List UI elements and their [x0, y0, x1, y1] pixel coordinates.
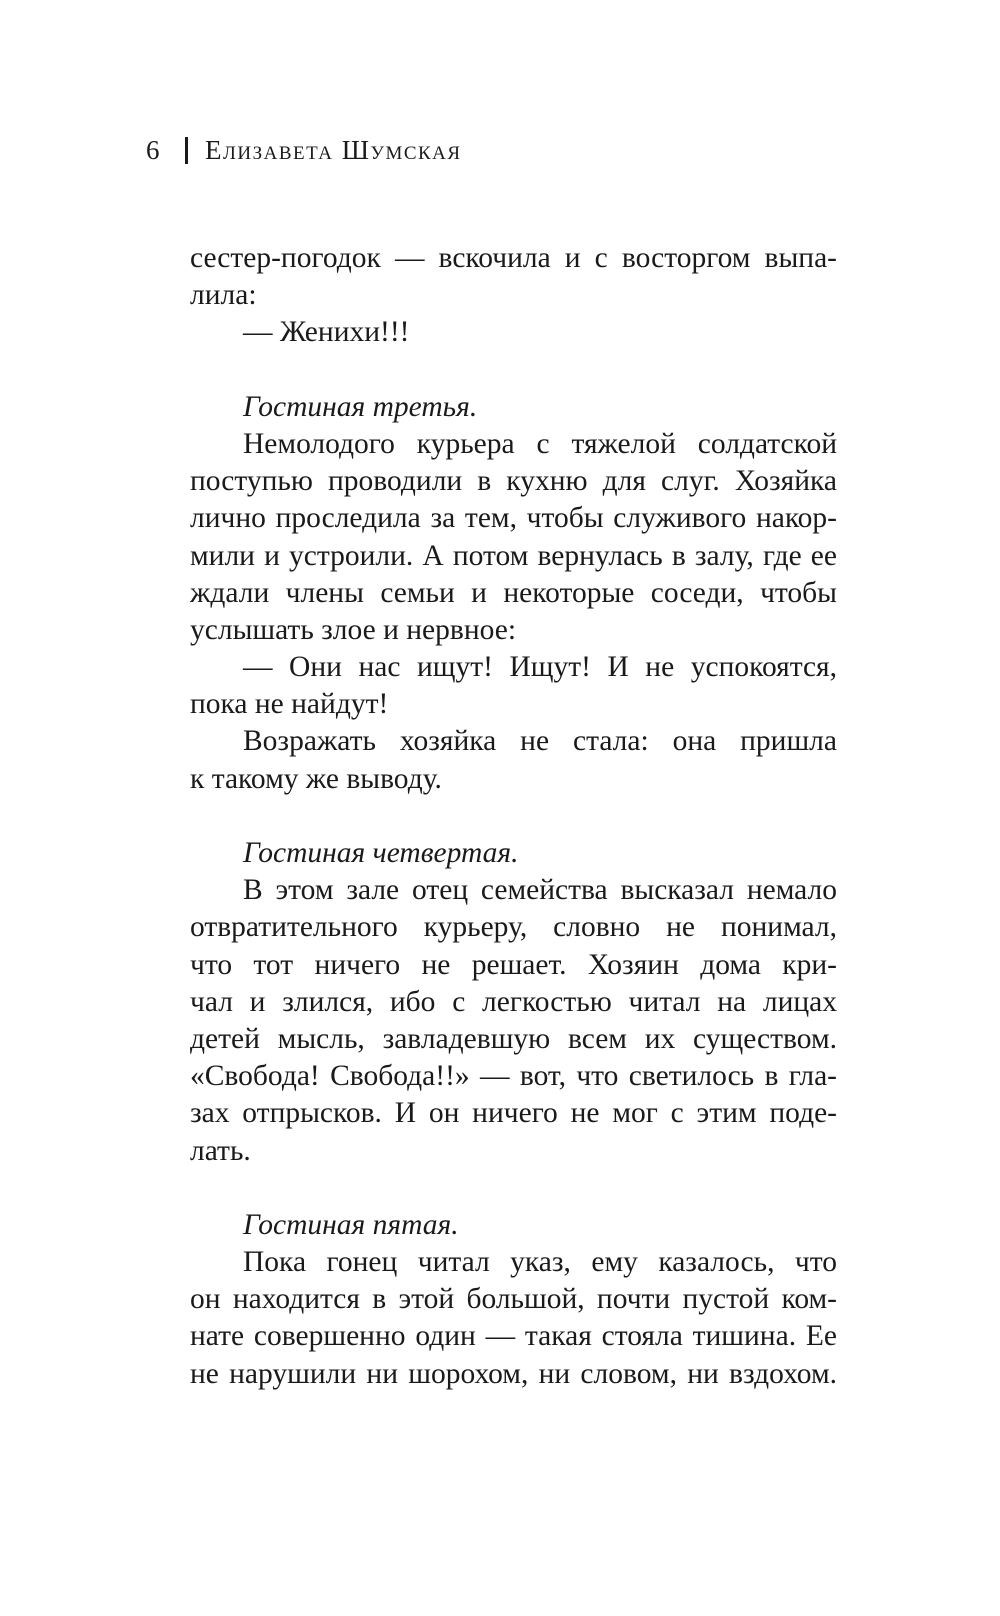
text-line: Немолодого курьера с тяжелой солдатской — [243, 427, 837, 460]
text-line: услышать злое и нервное: — [190, 613, 517, 646]
section-gap — [190, 352, 837, 389]
text-line: Возражать хозяйка не стала: она пришла — [243, 725, 837, 758]
text-line: Пока гонец читал указ, ему казалось, что — [243, 1246, 837, 1279]
text-line: он находится в этой большой, почти пустой ком- — [190, 1283, 837, 1316]
section-heading: Гостиная пятая. — [243, 1208, 459, 1241]
author-name: Елизавета Шумская — [205, 134, 462, 165]
text-line: В этом зале отец семейства высказал немало — [243, 874, 837, 907]
text-line: сестер-погодок — вскочила и с восторгом выпа- — [190, 242, 837, 274]
text-line: не нарушили ни шорохом, ни словом, ни вздохом. — [190, 1357, 837, 1390]
text-line: пока не найдут! — [190, 688, 389, 721]
text-line: детей мысль, завладевшую всем их существом. — [190, 1022, 837, 1055]
section-gap — [190, 1170, 837, 1207]
text-line: зах отпрысков. И он ничего не мог с этим поде- — [190, 1097, 837, 1130]
page-body — [190, 240, 837, 1393]
text-line: поступью проводили в кухню для слуг. Хозяйка — [190, 465, 837, 498]
section-gap — [190, 798, 837, 835]
text-line: нате совершенно один — такая стояла тишина. Ее — [190, 1320, 837, 1353]
text-line: лично проследила за тем, чтобы служивого накор- — [190, 502, 837, 535]
section-heading: Гостиная четвертая. — [243, 837, 519, 869]
page-number: 6 — [146, 134, 161, 165]
text-line: ждали члены семьи и некоторые соседи, чтобы — [190, 576, 837, 609]
text-line: мили и устроили. А потом вернулась в залу, где ее — [190, 539, 837, 572]
text-line: чал и злился, ибо с легкостью читал на лицах — [190, 985, 837, 1018]
dialogue-line: — Они нас ищут! Ищут! И не успокоятся, — [243, 651, 837, 684]
text-line: что тот ничего не решает. Хозяин дома кри- — [190, 948, 837, 981]
header-separator — [185, 137, 188, 164]
text-line: «Свобода! Свобода!!» — вот, что светилось в гла- — [190, 1060, 837, 1093]
text-line: лила: — [190, 279, 257, 312]
section-heading: Гостиная третья. — [243, 390, 478, 423]
dialogue-line: — Женихи!!! — [243, 316, 410, 349]
text-line: к такому же выводу. — [190, 762, 442, 795]
running-header — [146, 130, 462, 170]
text-line: отвратительного курьеру, словно не понимал, — [190, 911, 837, 944]
text-line: лать. — [190, 1134, 251, 1167]
